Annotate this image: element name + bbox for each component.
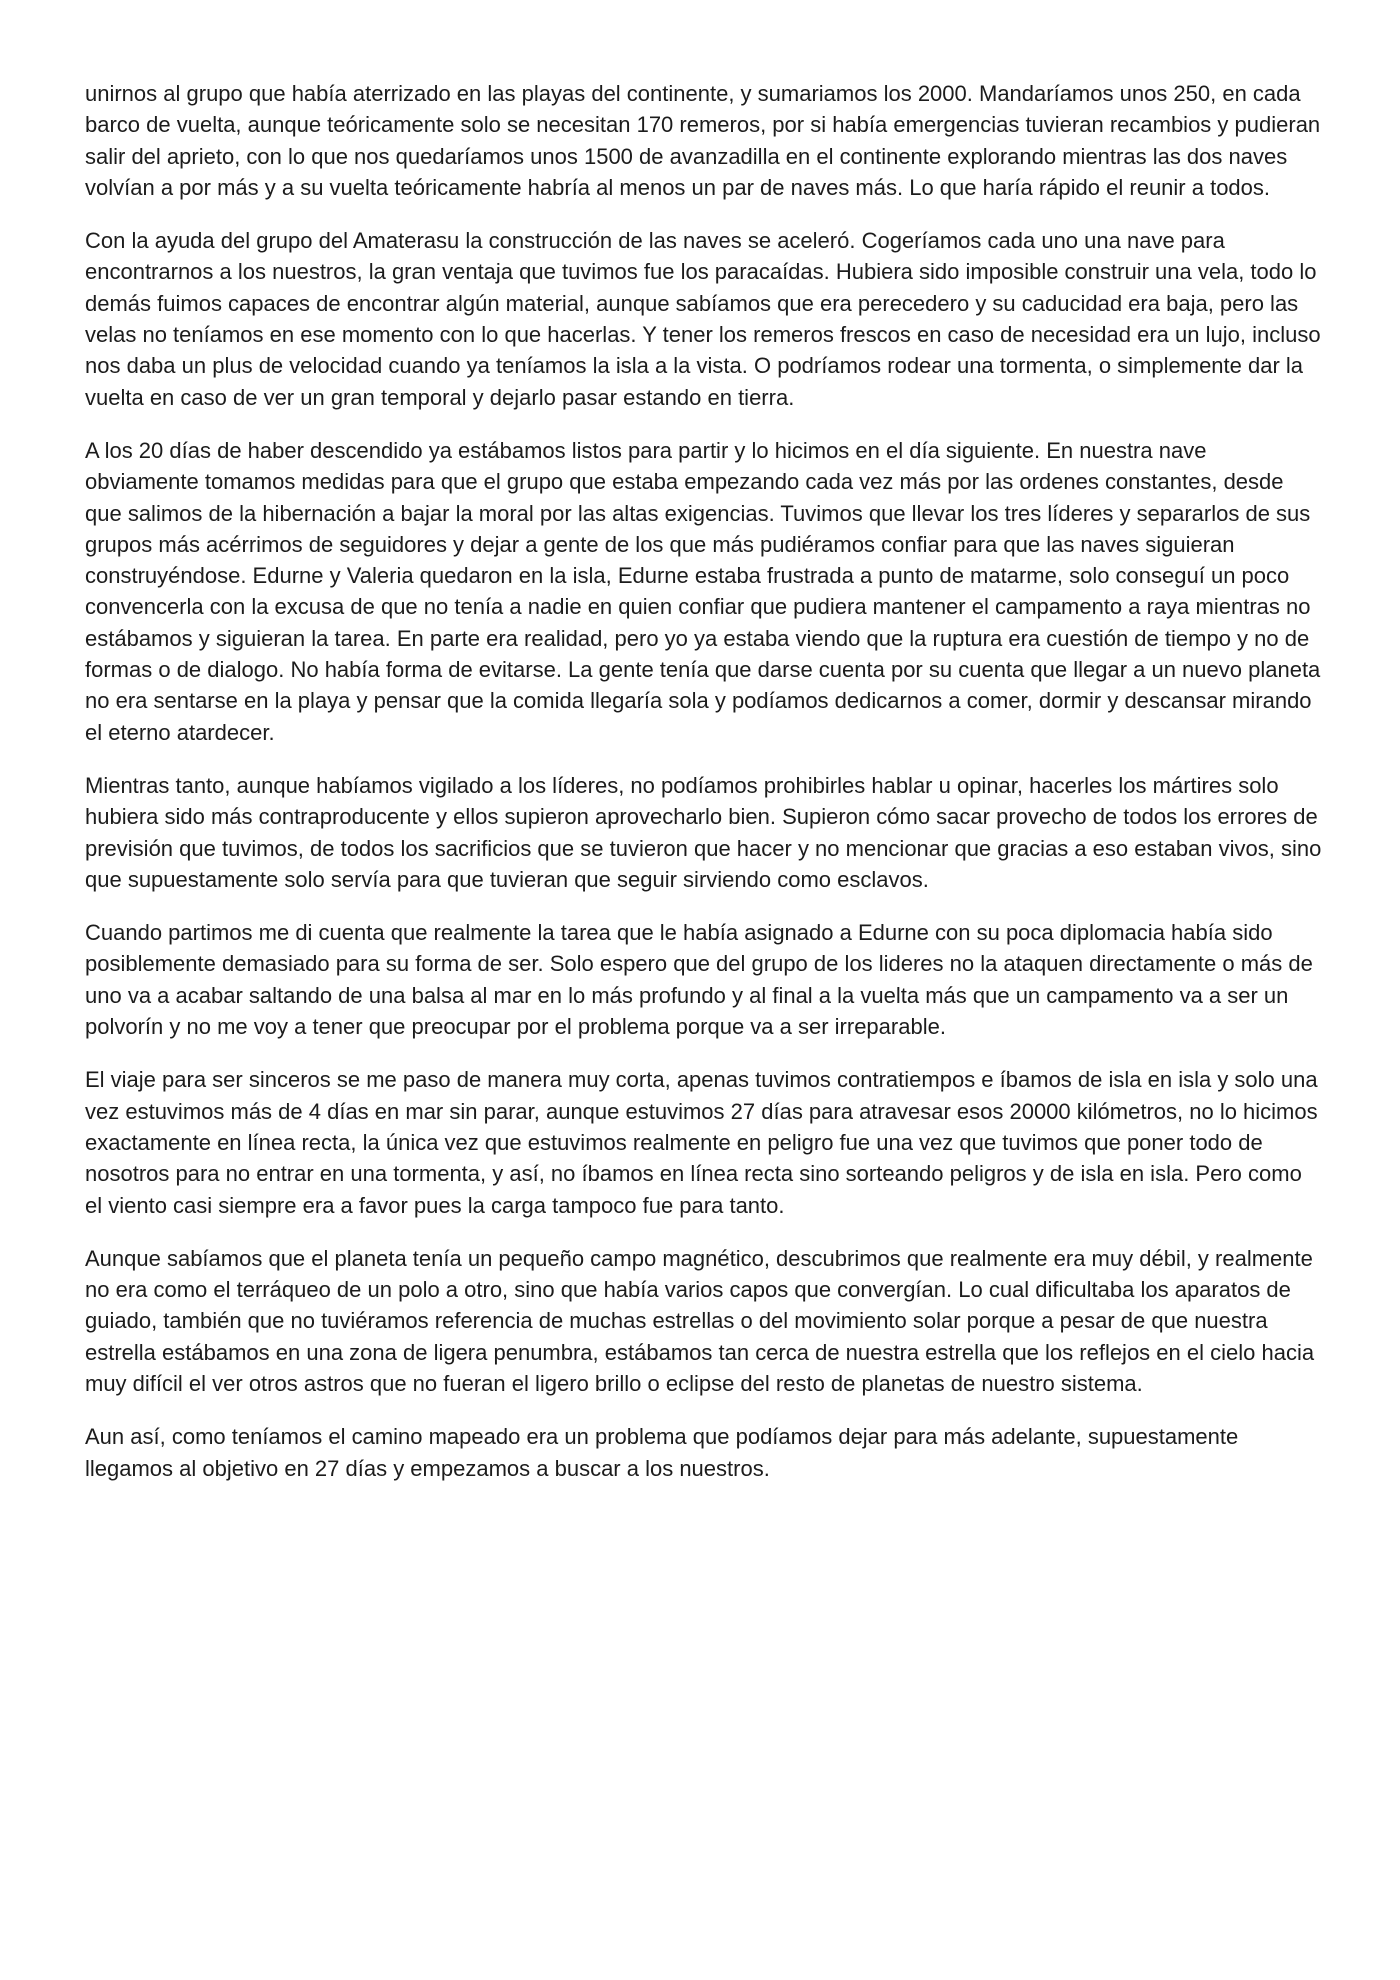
paragraph-6: El viaje para ser sinceros se me paso de manera muy corta, apenas tuvimos contratiempos e íbamos de isla en isla y solo una vez estuvimos más de 4 días en mar sin parar, aunque estuvimos 27 días para atravesar esos 20000 kilómetros, no lo hicimos exactamente en línea recta, la única vez que estuvimos realmente en peligro fue una vez que tuvimos que poner todo de nosotros para no entrar en una tormenta, y así, no íbamos en línea recta sino sorteando peligros y de isla en isla. Pero como el viento casi siempre era a favor pues la carga tampoco fue para tanto. (85, 1067, 1318, 1218)
paragraph-8: Aun así, como teníamos el camino mapeado era un problema que podíamos dejar para más adelante, supuestamente llegamos al objetivo en 27 días y empezamos a buscar a los nuestros. (85, 1424, 1239, 1481)
paragraph-7: Aunque sabíamos que el planeta tenía un pequeño campo magnético, descubrimos que realmente era muy débil, y realmente no era como el terráqueo de un polo a otro, sino que había varios capos que convergían. Lo cual dificultaba los aparatos de guiado, también que no tuviéramos referencia de muchas estrellas o del movimiento solar porque a pesar de que nuestra estrella estábamos en una zona de ligera penumbra, estábamos tan cerca de nuestra estrella que los reflejos en el cielo hacia muy difícil el ver otros astros que no fueran el ligero brillo o eclipse del resto de planetas de nuestro sistema. (85, 1245, 1315, 1396)
paragraph-3: A los 20 días de haber descendido ya estábamos listos para partir y lo hicimos en el día siguiente. En nuestra nave obviamente tomamos medidas para que el grupo que estaba empezando cada vez más por las ordenes constantes, desde que salimos de la hibernación a bajar la moral por las altas exigencias. Tuvimos que llevar los tres líderes y separarlos de sus grupos más acérrimos de seguidores y dejar a gente de los que más pudiéramos confiar para que las naves siguieran construyéndose. Edurne y Valeria quedaron en la isla, Edurne estaba frustrada a punto de matarme, solo conseguí un poco convencerla con la excusa de que no tenía a nadie en quien confiar que pudiera mantener el campamento a raya mientras no estábamos y siguieran la tarea. En parte era realidad, pero yo ya estaba viendo que la ruptura era cuestión de tiempo y no de formas o de dialogo. No había forma de evitarse. La gente tenía que darse cuenta por su cuenta que llegar a un nuevo planeta no era sentarse en la playa y pensar que la comida llegaría sola y podíamos dedicarnos a comer, dormir y descansar mirando el eterno atardecer. (85, 437, 1321, 745)
paragraph-4: Mientras tanto, aunque habíamos vigilado a los líderes, no podíamos prohibirles hablar u opinar, hacerles los mártires solo hubiera sido más contraproducente y ellos supieron aprovecharlo bien. Supieron cómo sacar provecho de todos los errores de previsión que tuvimos, de todos los sacrificios que se tuvieron que hacer y no mencionar que gracias a eso estaban vivos, sino que supuestamente solo servía para que tuvieran que seguir sirviendo como esclavos. (85, 772, 1322, 892)
paragraph-5: Cuando partimos me di cuenta que realmente la tarea que le había asignado a Edurne con su poca diplomacia había sido posiblemente demasiado para su forma de ser. Solo espero que del grupo de los lideres no la ataquen directamente o más de uno va a acabar saltando de una balsa al mar en lo más profundo y al final a la vuelta más que un campamento va a ser un polvorín y no me voy a tener que preocupar por el problema porque va a ser irreparable. (85, 920, 1313, 1040)
document-page (85, 78, 1325, 1506)
paragraph-2: Con la ayuda del grupo del Amaterasu la construcción de las naves se aceleró. Cogeríamos cada uno una nave para encontrarnos a los nuestros, la gran ventaja que tuvimos fue los paracaídas. Hubiera sido imposible construir una vela, todo lo demás fuimos capaces de encontrar algún material, aunque sabíamos que era perecedero y su caducidad era baja, pero las velas no teníamos en ese momento con lo que hacerlas. Y tener los remeros frescos en caso de necesidad era un lujo, incluso nos daba un plus de velocidad cuando ya teníamos la isla a la vista. O podríamos rodear una tormenta, o simplemente dar la vuelta en caso de ver un gran temporal y dejarlo pasar estando en tierra. (85, 228, 1321, 410)
paragraph-1: unirnos al grupo que había aterrizado en las playas del continente, y sumariamos los 2000. Mandaríamos unos 250, en cada barco de vuelta, aunque teóricamente solo se necesitan 170 remeros, por si había emergencias tuvieran recambios y pudieran salir del aprieto, con lo que nos quedaríamos unos 1500 de avanzadilla en el continente explorando mientras las dos naves volvían a por más y a su vuelta teóricamente habría al menos un par de naves más. Lo que haría rápido el reunir a todos. (85, 81, 1321, 200)
